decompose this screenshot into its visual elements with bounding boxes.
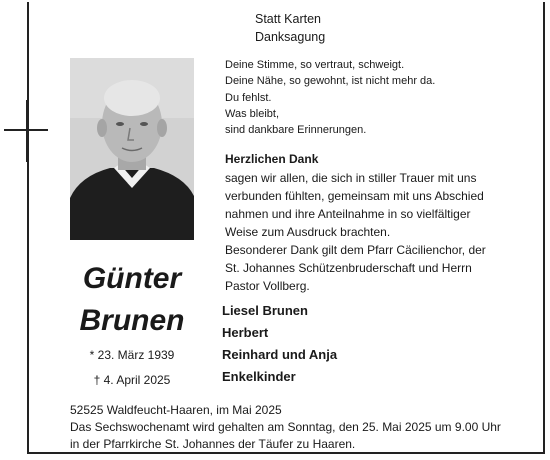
poem-line: Deine Stimme, so vertraut, schweigt.: [225, 59, 405, 71]
poem-line: Du fehlst.: [225, 91, 272, 104]
special-thanks: [225, 241, 486, 295]
cross-icon-bar: [4, 129, 48, 131]
relative-name: Herbert: [222, 325, 269, 340]
deceased-first-name: Günter: [82, 262, 182, 295]
deceased-last-name: Brunen: [79, 304, 185, 337]
birth-date: * 23. März 1939: [89, 348, 175, 362]
poem: [225, 57, 435, 138]
thanks-line: verbunden fühlten, gemeinsam mit uns Abschied: [225, 189, 484, 203]
mass-info-line: in der Pfarrkirche St. Johannes der Täufer zu Haaren.: [70, 437, 356, 451]
relative-name: Enkelkinder: [222, 369, 296, 384]
special-thanks-line: St. Johannes Schützenbruderschaft und Herrn: [225, 261, 472, 275]
relatives-list: [222, 300, 337, 388]
relative-name: Liesel Brunen: [222, 303, 308, 318]
notice-footer: [70, 402, 501, 453]
thanks-line: nahmen und ihre Anteilnahme in so vielfältiger: [225, 207, 471, 221]
poem-line: Deine Nähe, so gewohnt, ist nicht mehr da.: [225, 75, 436, 88]
notice-header: [255, 10, 325, 46]
thanks-title: Herzlichen Dank: [225, 152, 319, 166]
death-date: † 4. April 2025: [93, 373, 171, 387]
thanks-text: [225, 169, 525, 241]
special-thanks-line: Pastor Vollberg.: [225, 279, 310, 293]
header-statt-karten: Statt Karten: [255, 12, 322, 26]
portrait-illustration: [70, 58, 194, 240]
poem-line: Was bleibt,: [225, 107, 280, 120]
portrait-photo: [70, 58, 194, 240]
poem-line: sind dankbare Erinnerungen.: [225, 124, 367, 137]
mass-info-line: Das Sechswochenamt wird gehalten am Sonntag, den 25. Mai 2025 um 9.00 Uhr: [70, 420, 501, 434]
cross-icon: [26, 100, 28, 162]
thanks-line: sagen wir allen, die sich in stiller Trauer mit uns: [225, 171, 477, 185]
header-danksagung: Danksagung: [255, 30, 326, 44]
special-thanks-line: Besonderer Dank gilt dem Pfarr Cäcilienchor, der: [225, 243, 486, 257]
relative-name: Reinhard und Anja: [222, 347, 338, 362]
thanks-line: Weise zum Ausdruck brachten.: [225, 225, 391, 239]
place-date: 52525 Waldfeucht-Haaren, im Mai 2025: [70, 403, 282, 417]
